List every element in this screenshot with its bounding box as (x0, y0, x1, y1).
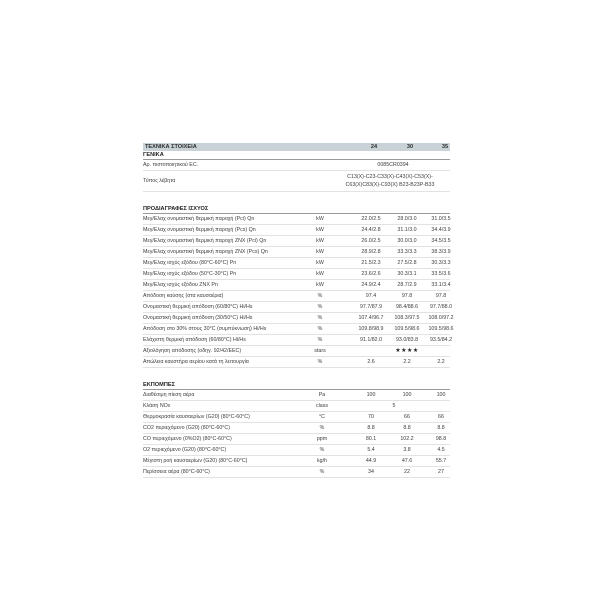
table-row (143, 335, 453, 346)
table-row (143, 258, 450, 269)
value-35: 4.5 (437, 447, 445, 453)
row-label: Απόδοση στο 30% στους 30°C (συμπύκνωση) Hi/Hs (143, 326, 267, 332)
value-30: 108.3/97.5 (394, 315, 420, 321)
value-35: 34.4/3.9 (431, 227, 451, 233)
section-general-title: ΓΕΝΙΚΑ (143, 151, 450, 160)
value-30: 8.8 (403, 425, 411, 431)
row-label: Θερμοκρασία καυσαερίων (G20) (80°C-60°C) (143, 414, 250, 420)
table-row (143, 160, 450, 171)
tech-spec-sheet (143, 143, 454, 478)
row-unit: °C (319, 414, 325, 420)
row-unit: kW (316, 249, 324, 255)
row-label: Μέγιστη ροή καυσαερίων (G20) (80°C-60°C) (143, 458, 248, 464)
value-30: 93.0/83.8 (395, 337, 419, 343)
value-30: 2.2 (403, 359, 411, 365)
row-label: Απόδοση καύσης (στα καυσαέρια) (143, 293, 224, 299)
row-label: Διαθέσιμη πίεση αέρα (143, 392, 195, 398)
row-label: Τύπος λέβητα (143, 178, 176, 184)
row-label: CO2 περιεχόμενο (G20) (80°C-60°C) (143, 425, 230, 431)
value-30: 109.5/98.6 (394, 326, 420, 332)
row-unit: class (315, 403, 329, 409)
row-label: Ονομαστική θερμική απόδοση (60/80°C) Hi/Hs (143, 304, 253, 310)
table-row (143, 445, 450, 456)
table-row (143, 357, 450, 368)
value-24: 28.9/2.8 (361, 249, 381, 255)
row-label: Κλάση NOx (143, 403, 171, 409)
section-emissions-title: ΕΚΠΟΜΠΕΣ (143, 381, 450, 390)
table-row (143, 171, 450, 192)
table-header (143, 143, 450, 151)
row-unit: kW (316, 216, 324, 222)
row-label: Μεγ/Ελαχ ισχύς εξόδου ZNX Pn (143, 282, 218, 288)
value-30: 3.8 (403, 447, 411, 453)
table-row (143, 456, 450, 467)
table-row (143, 434, 450, 445)
value-30: 31.1/3.0 (397, 227, 417, 233)
row-unit: % (317, 337, 323, 343)
row-unit: kW (316, 227, 324, 233)
value-30: 22 (404, 469, 410, 475)
emission-rows (143, 412, 450, 478)
value-24: 2.6 (367, 359, 375, 365)
value-24: 23.6/2.6 (361, 271, 381, 277)
value-35: 33.1/3.4 (431, 282, 451, 288)
value-24: 22.0/2.5 (361, 216, 381, 222)
value-24: 21.5/2.3 (361, 260, 381, 266)
table-row (143, 313, 454, 324)
value-30: 33.3/3.3 (397, 249, 417, 255)
value-24: 24.4/2.8 (361, 227, 381, 233)
value-24: 70 (368, 414, 374, 420)
value-35: 108.0/97.2 (428, 315, 454, 321)
table-row (143, 423, 450, 434)
row-label: Περίσσεια αέρα (80°C-60°C) (143, 469, 210, 475)
table-row (143, 324, 454, 335)
value-30: 97.8 (401, 293, 413, 299)
row-unit: kW (316, 282, 324, 288)
value-24: 5.4 (367, 447, 375, 453)
value-35: 8.8 (437, 425, 445, 431)
table-row (143, 225, 450, 236)
value-24: 100 (366, 392, 376, 398)
row-unit: % (317, 326, 323, 332)
efficiency-stars: ★★★★ (395, 348, 419, 354)
value-35: 31.0/3.5 (431, 216, 451, 222)
value-30: 28.7/2.9 (397, 282, 417, 288)
table-row (143, 346, 450, 357)
row-unit: % (317, 304, 323, 310)
row-label: Ονομαστική θερμική απόδοση (30/50°C) Hi/Hs (143, 315, 253, 321)
type-line-2: C63(X)C83(X)-C93(X) B23-B23P-B33 (345, 182, 435, 188)
nox-class-value: 5 (392, 403, 396, 409)
value-35: 66 (438, 414, 444, 420)
row-unit: stars (314, 348, 326, 354)
value-30: 47.6 (401, 458, 413, 464)
row-label: Ελάχιστη θερμική απόδοση (60/80°C) Hi/Hs (143, 337, 246, 343)
row-label: Μεγ/Ελαχ ονομαστική θερμική παροχή (Pcs) Qn (143, 227, 256, 233)
row-label: O2 περιεχόμενο (G20) (80°C-60°C) (143, 447, 227, 453)
row-unit: kg/h (316, 458, 327, 464)
table-row (143, 401, 450, 412)
value-30: 102.2 (400, 436, 414, 442)
value-24: 107.4/96.7 (358, 315, 384, 321)
row-label: Μεγ/Ελαχ ισχύς εξόδου (50°C-30°C) Pn (143, 271, 237, 277)
table-row (143, 214, 450, 225)
table-title: ΤΕΧΝΙΚΑ ΣΤΟΙΧΕΙΑ (145, 144, 197, 150)
value-35: 93.5/84.2 (429, 337, 453, 343)
row-value: 0085CR0394 (377, 162, 409, 168)
row-unit: kW (316, 271, 324, 277)
table-row (143, 247, 450, 258)
value-35: 34.5/3.5 (431, 238, 451, 244)
value-30: 30.0/3.0 (397, 238, 417, 244)
value-30: 100 (402, 392, 412, 398)
value-35: 97.7/88.0 (429, 304, 453, 310)
value-30: 66 (404, 414, 410, 420)
table-row (143, 412, 450, 423)
value-35: 97.8 (435, 293, 447, 299)
model-30-header: 30 (406, 144, 414, 150)
row-label: Αξιολόγηση απόδοσης (οδηγ. 92/42/EEC) (143, 348, 242, 354)
value-24: 80.1 (365, 436, 377, 442)
table-row (143, 280, 450, 291)
row-unit: kW (316, 260, 324, 266)
table-row (143, 269, 450, 280)
table-row (143, 467, 450, 478)
type-line-1: C13(X)-C23-C33(X)-C43(X)-C53(X)- (347, 174, 433, 180)
row-unit: Pa (318, 392, 326, 398)
model-24-header: 24 (370, 144, 378, 150)
value-24: 24.9/2.4 (361, 282, 381, 288)
value-35: 2.2 (437, 359, 445, 365)
value-35: 30.3/3.3 (431, 260, 451, 266)
value-35: 100 (436, 392, 446, 398)
row-label: Μεγ/Ελαχ ονομαστική θερμική παροχή ZNX (Pci) Qn (143, 238, 267, 244)
value-30: 98.4/88.6 (395, 304, 419, 310)
row-unit: % (317, 359, 323, 365)
row-label: Αρ. πιστοποιητικού ΕC. (143, 162, 199, 168)
row-label: CO περιεχόμενο (0%O2) (80°C-60°C) (143, 436, 232, 442)
row-unit: ppm (316, 436, 328, 442)
table-row (143, 291, 450, 302)
row-unit: % (319, 447, 325, 453)
row-label: Μεγ/Ελαχ ονομαστική θερμική παροχή (Pci) Qn (143, 216, 255, 222)
emissions-section (143, 381, 450, 478)
value-35: 38.3/3.9 (431, 249, 451, 255)
value-35: 55.7 (435, 458, 447, 464)
value-24: 8.8 (367, 425, 375, 431)
value-24: 97.7/87.9 (359, 304, 383, 310)
value-24: 97.4 (365, 293, 377, 299)
value-30: 30.3/3.1 (397, 271, 417, 277)
value-24: 44.9 (365, 458, 377, 464)
value-24: 34 (368, 469, 374, 475)
value-24: 26.0/2.5 (361, 238, 381, 244)
table-row (143, 302, 453, 313)
row-unit: % (317, 315, 323, 321)
row-unit: % (319, 425, 325, 431)
value-35: 98.8 (435, 436, 447, 442)
row-label: Μεγ/Ελαχ ονομαστική θερμική παροχή ZNX (Pcs) Qn (143, 249, 268, 255)
value-30: 28.0/3.0 (397, 216, 417, 222)
performance-rows (143, 214, 454, 346)
table-row (143, 390, 450, 401)
section-performance-title: ΠΡΟΔΙΑΓΡΑΦΕΣ ΙΣΧΥΟΣ (143, 205, 450, 214)
row-label: Απώλεια καυστήρα αερίου κατά τη λειτουργία (143, 359, 249, 365)
row-unit: kW (316, 238, 324, 244)
value-35: 27 (438, 469, 444, 475)
model-35-header: 35 (441, 144, 449, 150)
row-unit: % (319, 469, 325, 475)
value-35: 33.5/3.6 (431, 271, 451, 277)
value-24: 91.1/82.0 (359, 337, 383, 343)
value-35: 109.5/98.6 (428, 326, 454, 332)
row-label: Μεγ/Ελαχ ισχύς εξόδου (80°C-60°C) Pn (143, 260, 237, 266)
table-row (143, 236, 450, 247)
value-24: 109.8/98.9 (358, 326, 384, 332)
value-30: 27.5/2.8 (397, 260, 417, 266)
row-value (327, 173, 453, 189)
row-unit: % (317, 293, 323, 299)
